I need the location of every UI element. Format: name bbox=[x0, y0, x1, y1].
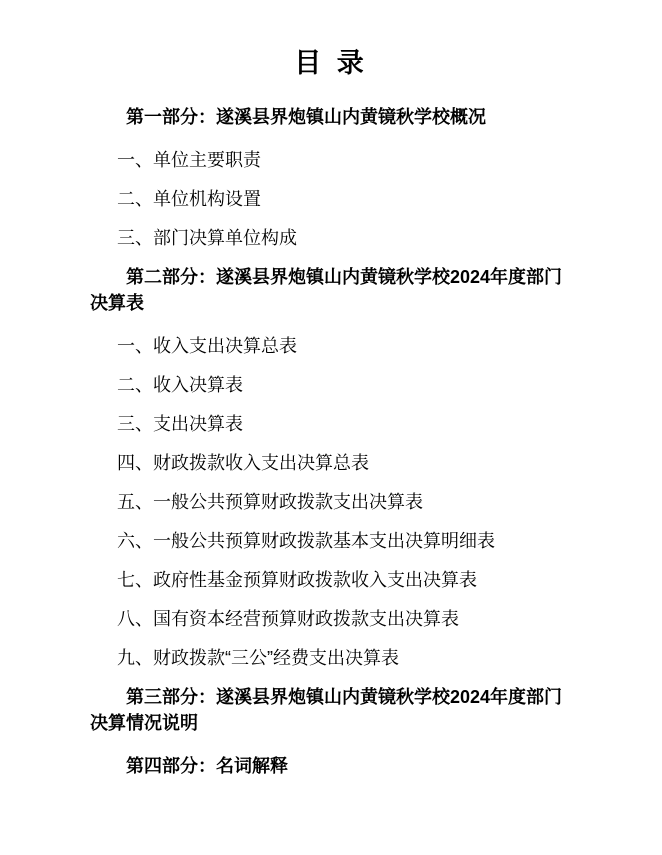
toc-part-heading: 第一部分：遂溪县界炮镇山内黄镜秋学校概况 bbox=[126, 107, 486, 127]
toc-entry: 九、财政拨款“三公”经费支出决算表 bbox=[117, 648, 399, 668]
toc-entry: 三、部门决算单位构成 bbox=[117, 228, 297, 248]
toc-entry: 四、财政拨款收入支出决算总表 bbox=[117, 453, 369, 473]
toc-list bbox=[0, 104, 662, 779]
toc-part-heading: 第四部分：名词解释 bbox=[126, 756, 288, 776]
toc-part-heading: 第三部分：遂溪县界炮镇山内黄镜秋学校2024年度部门决算情况说明 bbox=[90, 687, 563, 733]
toc-title: 目 录 bbox=[294, 48, 368, 78]
toc-entry: 二、收入决算表 bbox=[117, 375, 243, 395]
toc-entry: 六、一般公共预算财政拨款基本支出决算明细表 bbox=[117, 531, 495, 551]
toc-entry: 七、政府性基金预算财政拨款收入支出决算表 bbox=[117, 570, 477, 590]
toc-entry: 二、单位机构设置 bbox=[117, 189, 261, 209]
toc-entry: 八、国有资本经营预算财政拨款支出决算表 bbox=[117, 609, 459, 629]
toc-entry: 三、支出决算表 bbox=[117, 414, 243, 434]
toc-entry: 一、收入支出决算总表 bbox=[117, 336, 297, 356]
toc-part-heading: 第二部分：遂溪县界炮镇山内黄镜秋学校2024年度部门决算表 bbox=[90, 267, 563, 313]
toc-entry: 一、单位主要职责 bbox=[117, 150, 261, 170]
toc-entry: 五、一般公共预算财政拨款支出决算表 bbox=[117, 492, 423, 512]
